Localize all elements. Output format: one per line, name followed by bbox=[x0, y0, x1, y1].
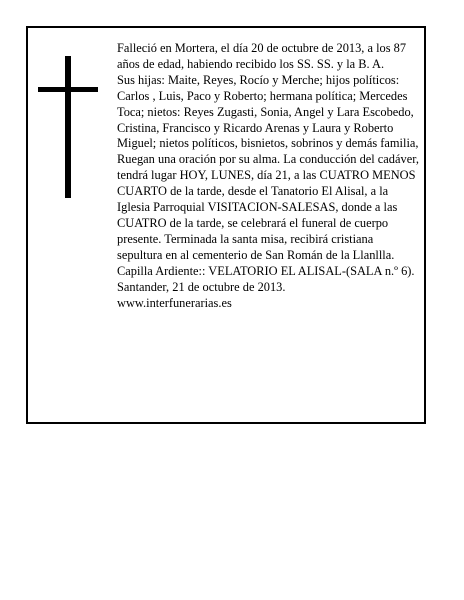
family-list: Sus hijas: Maite, Reyes, Rocío y Merche; hijos políticos: Carlos , Luis, Paco y Roberto; hermana política; Mercedes Toca; nietos: Reyes Zugasti, Sonia, Angel y Lara Escobedo, Cristina, Francisco y Ricardo Arenas y Laura y Roberto Miguel; nietos políticos, bisnietos, sobrinos y demás familia, bbox=[117, 72, 419, 151]
funeral-details: Ruegan una oración por su alma. La conducción del cadáver, tendrá lugar HOY, LUNES, día 21, a las CUATRO MENOS CUARTO de la tarde, desde el Tanatorio El Alisal, a la Iglesia Parroquial VISITACION-SALESAS, donde a las CUATRO de la tarde, se celebrará el funeral de cuerpo presente. Terminada la santa misa, recibirá cristiana sepultura en al cementerio de San Román de la Llanllla. Capilla Ardiente:: VELATORIO EL ALISAL-(SALA n.º 6). bbox=[117, 152, 419, 278]
obituary-notice bbox=[26, 26, 426, 424]
website-link[interactable]: www.interfunerarias.es bbox=[117, 295, 232, 310]
place-date: Santander, 21 de octubre de 2013. bbox=[117, 279, 286, 294]
death-announcement: Falleció en Mortera, el día 20 de octubre de 2013, a los 87 años de edad, habiendo recibido los SS. SS. y la B. A. bbox=[117, 41, 407, 71]
cross-icon bbox=[38, 56, 98, 198]
notice-body bbox=[117, 41, 421, 311]
